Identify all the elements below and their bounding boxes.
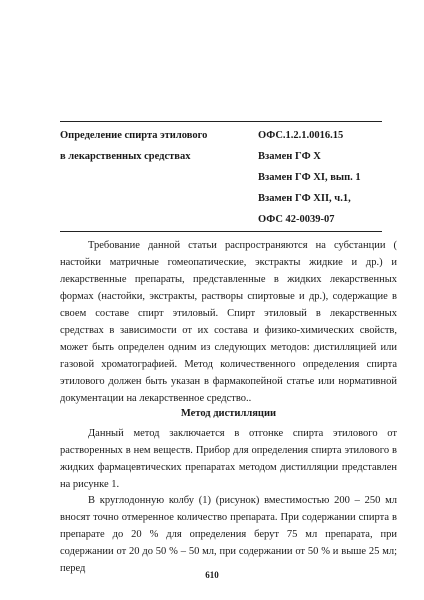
page-number: 610 — [205, 570, 219, 580]
intro-paragraph — [60, 237, 397, 407]
header-top-rule — [60, 121, 382, 122]
paragraph-text: В круглодонную колбу (1) (рисунок) вместимостью 200 – 250 мл вносят точно отмеренное количество препарата. При содержании спирта в препарате до 20 % для определения берут 75 мл препарата, при содержании от 20 до 50 % – 50 мл, при содержании от 50 % и выше 25 мл; перед — [60, 495, 397, 574]
title-line: в лекарственных средствах — [60, 151, 191, 162]
code-line: Взамен ГФ X — [258, 151, 321, 162]
code-line: ОФС 42-0039-07 — [258, 214, 335, 225]
document-title — [60, 125, 250, 167]
paragraph-text: Данный метод заключается в отгонке спирта этилового от растворенных в нем веществ. Прибор для определения спирта этилового в жидких фармацевтических препаратах методом дистилляции представлен на рисунке 1. — [60, 428, 397, 490]
header-bottom-rule — [60, 231, 382, 232]
body-paragraph-2 — [60, 492, 397, 577]
document-codes — [258, 125, 388, 230]
title-line: Определение спирта этилового — [60, 130, 208, 141]
code-line: ОФС.1.2.1.0016.15 — [258, 130, 344, 141]
code-line: Взамен ГФ XII, ч.1, — [258, 193, 351, 204]
intro-text: Требование данной статьи распространяются на субстанции ( настойки матричные гомеопатические, экстракты жидкие и др.) и лекарственные препараты, представленные в жидких лекарственных формах (настойки, экстракты, растворы спиртовые и др.), содержащие в своем составе спирт этиловый. Спирт этиловый в лекарственных средствах в зависимости от их состава и физико-химических свойств, может быть определен одним из следующих методов: дистилляцией или газовой хроматографией. Метод количественного определения спирта этилового должен быть указан в фармакопейной статье или нормативной документации на лекарственное средство.. — [60, 240, 397, 404]
code-line: Взамен ГФ XI, вып. 1 — [258, 172, 361, 183]
section-heading: Метод дистилляции — [180, 408, 277, 419]
body-paragraph-1 — [60, 425, 397, 493]
